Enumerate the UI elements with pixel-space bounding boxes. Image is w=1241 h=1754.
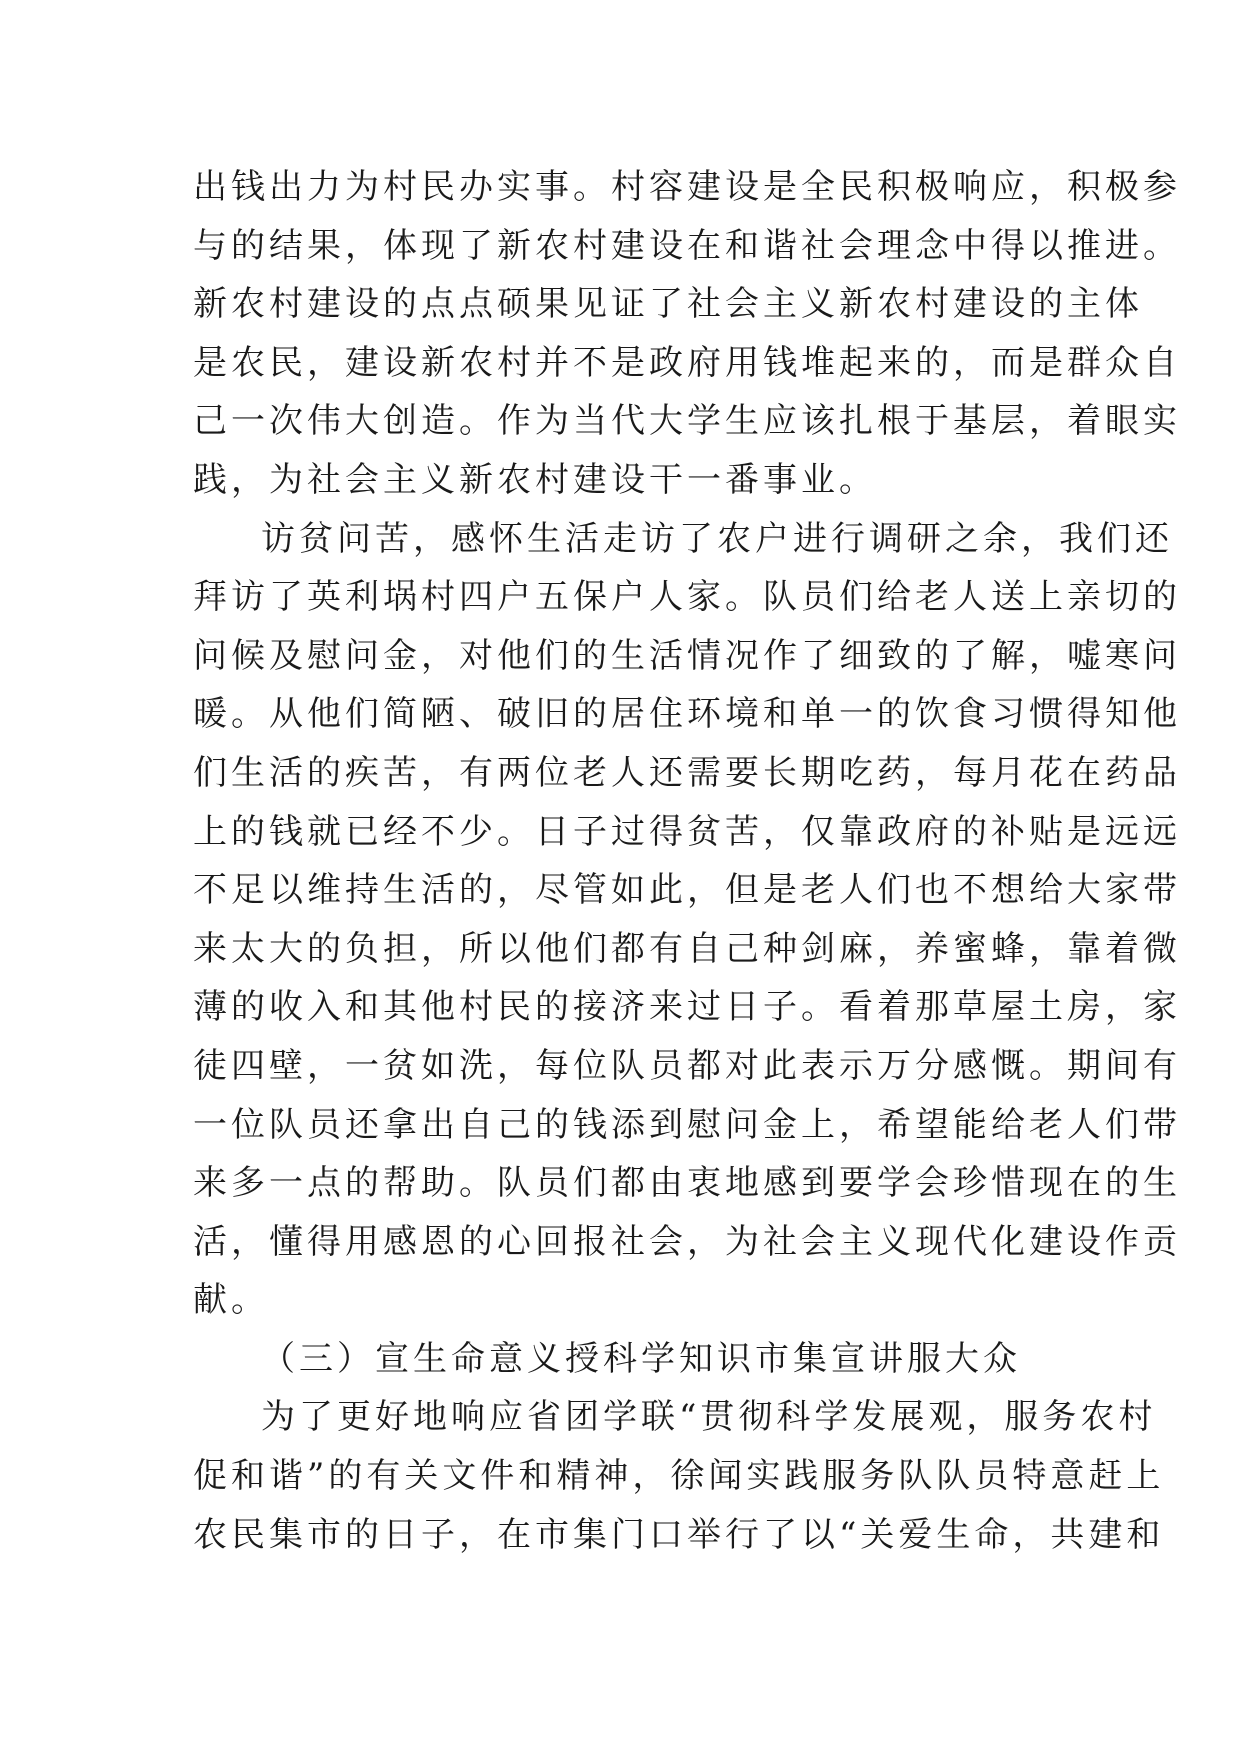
body-text	[193, 158, 1181, 1564]
text-line: 献。	[193, 1280, 269, 1321]
text-line: 为了更好地响应省团学联“贯彻科学发展观，服务农村	[261, 1397, 1157, 1438]
text-line: 拜访了英利埚村四户五保户人家。队员们给老人送上亲切的	[193, 577, 1181, 618]
text-line: （三）宣生命意义授科学知识市集宣讲服大众	[261, 1338, 1021, 1379]
text-line: 促和谐”的有关文件和精神，徐闻实践服务队队员特意赶上	[193, 1456, 1165, 1497]
text-line: 上的钱就已经不少。日子过得贫苦，仅靠政府的补贴是远远	[193, 811, 1181, 852]
text-line: 一位队员还拿出自己的钱添到慰问金上，希望能给老人们带	[193, 1104, 1181, 1145]
text-line: 暖。从他们简陋、破旧的居住环境和单一的饮食习惯得知他	[193, 694, 1181, 735]
text-line: 践，为社会主义新农村建设干一番事业。	[193, 459, 877, 500]
text-line: 们生活的疾苦，有两位老人还需要长期吃药，每月花在药品	[193, 752, 1181, 793]
text-line: 访贫问苦，感怀生活走访了农户进行调研之余，我们还	[261, 518, 1173, 559]
text-line: 己一次伟大创造。作为当代大学生应该扎根于基层，着眼实	[193, 401, 1181, 442]
text-line: 与的结果，体现了新农村建设在和谐社会理念中得以推进。	[193, 225, 1181, 266]
text-line: 出钱出力为村民办实事。村容建设是全民积极响应，积极参	[193, 167, 1181, 207]
text-line: 是农民，建设新农村并不是政府用钱堆起来的，而是群众自	[193, 342, 1181, 383]
text-line: 薄的收入和其他村民的接济来过日子。看着那草屋土房，家	[193, 987, 1181, 1028]
text-line: 来太大的负担，所以他们都有自己种剑麻，养蜜蜂，靠着微	[193, 928, 1181, 969]
text-line: 农民集市的日子，在市集门口举行了以“关爱生命，共建和	[193, 1514, 1165, 1555]
text-line: 新农村建设的点点硕果见证了社会主义新农村建设的主体	[193, 284, 1143, 325]
text-line: 来多一点的帮助。队员们都由衷地感到要学会珍惜现在的生	[193, 1163, 1181, 1204]
text-line: 活，懂得用感恩的心回报社会，为社会主义现代化建设作贡	[193, 1221, 1181, 1262]
text-line: 问候及慰问金，对他们的生活情况作了细致的了解，嘘寒问	[193, 635, 1181, 676]
text-line: 不足以维持生活的，尽管如此，但是老人们也不想给大家带	[193, 870, 1181, 911]
text-line: 徒四壁，一贫如洗，每位队员都对此表示万分感慨。期间有	[193, 1045, 1181, 1086]
